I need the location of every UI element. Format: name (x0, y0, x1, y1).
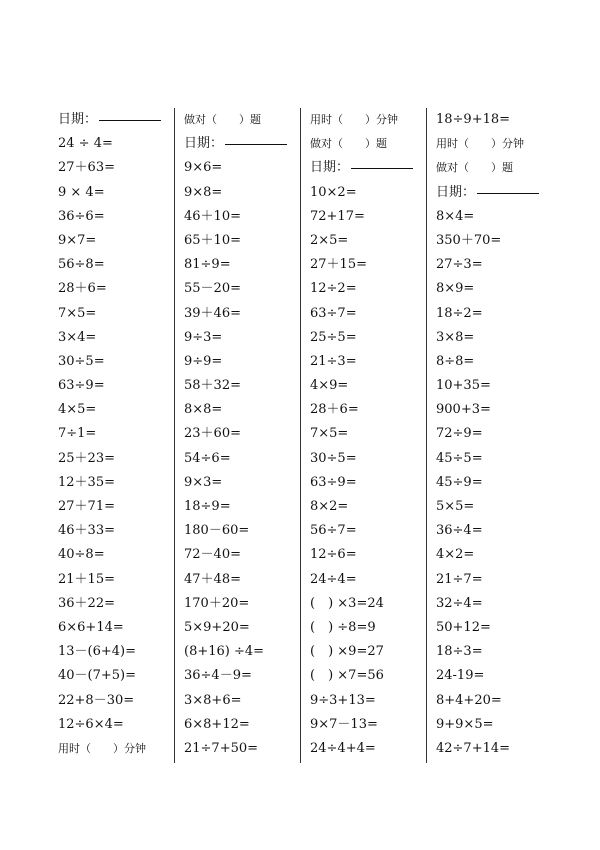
time-used-row: 用时（ ）分钟 (436, 137, 524, 151)
correct-count-row: 做对（ ）题 (310, 137, 387, 151)
problem-row: 21＋15= (58, 571, 115, 587)
problem-row: 12÷6×4= (58, 716, 124, 732)
date-blank[interactable] (351, 158, 413, 169)
problem-row: 9+9×5= (436, 716, 494, 732)
problem-row: 72+17= (310, 208, 365, 224)
date-blank[interactable] (99, 110, 161, 121)
worksheet-column-2 (184, 108, 308, 761)
problem-row: 63÷9= (58, 378, 105, 394)
problem-row: 50+12= (436, 619, 491, 635)
problem-row: 40－(7+5)= (58, 668, 137, 684)
problem-row: ( ) ÷8=9 (310, 619, 376, 635)
problem-row: 5×9+20= (184, 619, 250, 635)
problem-row: 9×6= (184, 160, 223, 176)
problem-row: 72÷9= (436, 426, 483, 442)
problem-row: 56÷8= (58, 257, 105, 273)
date-row (184, 132, 308, 156)
problem-row: 36÷4= (436, 523, 483, 539)
date-label: 日期： (436, 184, 476, 200)
problem-row: 42÷7+14= (436, 740, 511, 756)
worksheet-column-1 (58, 108, 182, 761)
problem-row: 9÷3= (184, 329, 223, 345)
problem-row: 4×5= (58, 402, 97, 418)
problem-row: 9×3= (184, 474, 223, 490)
time-used-row: 用时（ ）分钟 (58, 741, 146, 755)
problem-row: 4×9= (310, 378, 349, 394)
problem-row: 2×5= (310, 232, 349, 248)
problem-row: (8+16) ÷4= (184, 644, 265, 660)
problem-row: 9×7－13= (310, 716, 378, 732)
date-label: 日期： (58, 112, 98, 127)
problem-row: 24÷4= (310, 571, 357, 587)
problem-row: 180－60= (184, 523, 250, 539)
problem-row: 21÷3= (310, 353, 357, 369)
date-label: 日期： (184, 136, 224, 152)
problem-row: 8×4= (436, 208, 475, 224)
problem-row: 47＋48= (184, 571, 241, 587)
problem-row: 4×2= (436, 547, 475, 563)
problem-row: 27＋15= (310, 257, 367, 273)
problem-row: 27÷3= (436, 257, 483, 273)
problem-row: 30÷5= (58, 353, 105, 369)
problem-row: 65＋10= (184, 232, 241, 248)
worksheet (50, 108, 550, 768)
problem-row: 7×5= (310, 426, 349, 442)
problem-row: 28＋6= (310, 402, 359, 418)
problem-row: 27＋71= (58, 499, 115, 514)
problem-row: 18÷3= (436, 644, 483, 660)
problem-row: 27＋63= (58, 160, 115, 176)
problem-row: ( ) ×7=56 (310, 668, 384, 684)
problem-row: 46＋10= (184, 208, 241, 224)
problem-row: 54÷6= (184, 450, 231, 466)
problem-row: 10×2= (310, 184, 357, 200)
problem-row: 23＋60= (184, 426, 241, 442)
time-used-row: 用时（ ）分钟 (310, 113, 398, 126)
problem-row: 18÷2= (436, 305, 483, 321)
problem-row: 24÷4+4= (310, 740, 376, 756)
problem-row: 21÷7= (436, 571, 483, 587)
problem-row: 8+4+20= (436, 692, 502, 708)
problem-row: 12＋35= (58, 474, 115, 490)
problem-row: 8×9= (436, 281, 475, 297)
problem-row: 36＋22= (58, 595, 115, 611)
problem-row: ( ) ×9=27 (310, 644, 384, 660)
problem-row: 12÷2= (310, 281, 357, 297)
problem-row: 32÷4= (436, 595, 483, 611)
problem-row: 5×5= (436, 499, 475, 514)
worksheet-column-3 (310, 108, 434, 761)
problem-row: 3×4= (58, 329, 97, 345)
date-row (310, 156, 434, 180)
problem-row: 13－(6+4)= (58, 644, 137, 660)
worksheet-column-4 (436, 108, 560, 761)
date-label: 日期： (310, 160, 350, 176)
problem-row: 39＋46= (184, 305, 241, 321)
problem-row: 28＋6= (58, 281, 107, 297)
problem-row: 8÷8= (436, 353, 475, 369)
problem-row: 6×6+14= (58, 619, 124, 635)
problem-row: 170＋20= (184, 595, 250, 611)
problem-row: 350＋70= (436, 232, 502, 248)
problem-row: 9 × 4= (58, 184, 105, 200)
problem-row: 58＋32= (184, 378, 241, 394)
date-blank[interactable] (225, 134, 287, 145)
problem-row: 40÷8= (58, 547, 105, 563)
problem-row: 22+8－30= (58, 692, 135, 708)
problem-row: 18÷9+18= (436, 112, 511, 127)
problem-row: 36÷6= (58, 208, 105, 224)
problem-row: 7×5= (58, 305, 97, 321)
problem-row: 63÷7= (310, 305, 357, 321)
problem-row: 8×8= (184, 402, 223, 418)
problem-row: 10+35= (436, 378, 491, 394)
problem-row: 9÷9= (184, 353, 223, 369)
problem-row: 9÷3+13= (310, 692, 376, 708)
date-blank[interactable] (477, 183, 539, 194)
problem-row: 72－40= (184, 547, 241, 563)
problem-row: 900+3= (436, 402, 491, 418)
problem-row: 81÷9= (184, 257, 231, 273)
problem-row: 24 ÷ 4= (58, 136, 113, 152)
problem-row: 9×7= (58, 232, 97, 248)
problem-row: 7÷1= (58, 426, 97, 442)
problem-row: 36÷4－9= (184, 668, 252, 684)
problem-row: 9×8= (184, 184, 223, 200)
problem-row: 3×8= (436, 329, 475, 345)
problem-row: 8×2= (310, 499, 349, 514)
problem-row: 6×8+12= (184, 716, 250, 732)
problem-row: 55－20= (184, 281, 241, 297)
problem-row: ( ) ×3=24 (310, 595, 384, 611)
correct-count-row: 做对（ ）题 (436, 161, 513, 175)
problem-row: 45÷9= (436, 474, 483, 490)
date-row (436, 181, 560, 205)
problem-row: 24-19= (436, 668, 485, 684)
date-row (58, 108, 182, 132)
problem-row: 12÷6= (310, 547, 357, 563)
problem-row: 30÷5= (310, 450, 357, 466)
problem-row: 25＋23= (58, 450, 115, 466)
problem-row: 3×8+6= (184, 692, 242, 708)
problem-row: 21÷7+50= (184, 740, 259, 756)
problem-row: 45÷5= (436, 450, 483, 466)
problem-row: 25÷5= (310, 329, 357, 345)
correct-count-row: 做对（ ）题 (184, 113, 261, 126)
problem-row: 46＋33= (58, 523, 115, 539)
problem-row: 56÷7= (310, 523, 357, 539)
problem-row: 18÷9= (184, 499, 231, 514)
problem-row: 63÷9= (310, 474, 357, 490)
